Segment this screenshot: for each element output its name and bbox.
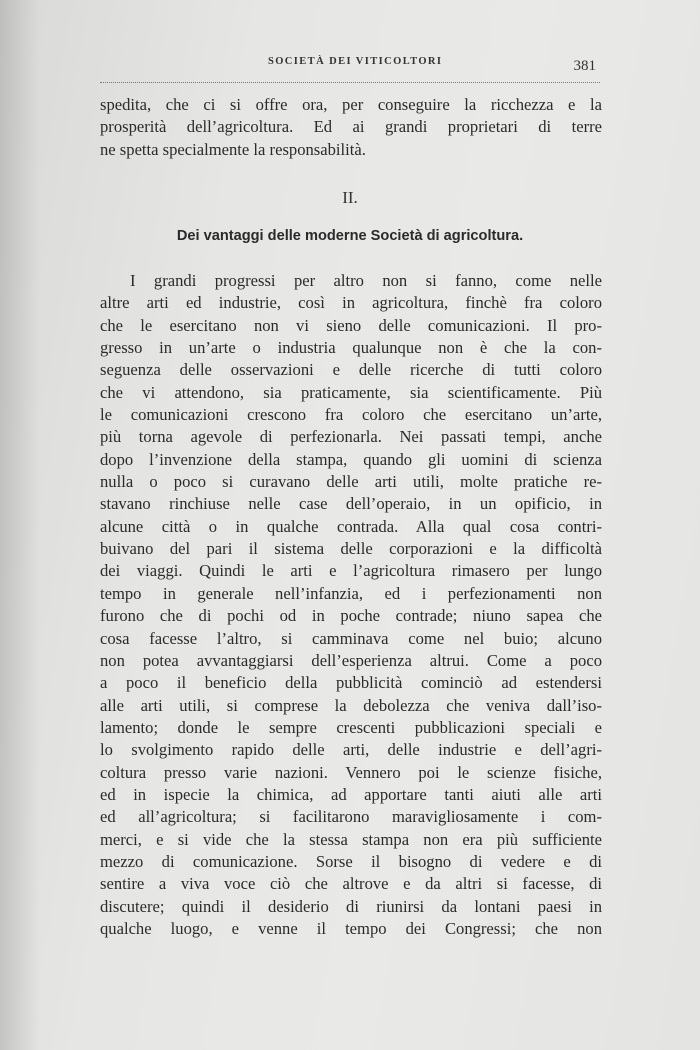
text-line: che vi attendono, sia praticamente, sia scientificamente. Più — [100, 382, 602, 402]
text-line: sentire a viva voce ciò che altrove e da altri si facesse, di — [100, 874, 602, 894]
text-line: qualche luogo, e venne il tempo dei Congressi; che non — [100, 918, 602, 938]
header-rule — [100, 82, 600, 83]
running-title: SOCIETÀ DEI VITICOLTORI — [268, 56, 443, 67]
text-line: alle arti utili, si comprese la debolezza che veniva dall’iso- — [100, 695, 602, 715]
running-head — [100, 52, 600, 76]
text-line: gresso in un’arte o industria qualunque non è che la con- — [100, 338, 602, 358]
text-line: I grandi progressi per altro non si fanno, come nelle — [130, 271, 602, 290]
section-title: Dei vantaggi delle moderne Società di agricoltura. — [176, 228, 524, 244]
text-line: lamento; donde le sempre crescenti pubblicazioni speciali e — [100, 717, 602, 737]
text-line: le comunicazioni crescono fra coloro che esercitano un’arte, — [100, 405, 602, 425]
section-number: II. — [342, 188, 358, 207]
text-line: ed in ispecie la chimica, ad apportare tanti aiuti alle arti — [100, 784, 602, 804]
text-line: spedita, che ci si offre ora, per conseguire la ricchezza e la — [100, 95, 602, 114]
text-line: non potea avvantaggiarsi dell’esperienza altrui. Come a poco — [100, 650, 602, 670]
text-line: coltura presso varie nazioni. Vennero poi le scienze fisiche, — [100, 762, 602, 782]
text-line: lo svolgimento rapido delle arti, delle industrie e dell’agri- — [100, 740, 602, 760]
text-line: mezzo di comunicazione. Sorse il bisogno di vedere e di — [100, 851, 602, 871]
text-line: più torna agevole di perfezionarla. Nei passati tempi, anche — [100, 427, 602, 447]
text-line: ed all’agricoltura; si facilitarono maravigliosamente i com- — [100, 807, 602, 827]
text-line: stavano rinchiuse nelle case dell’operaio, in un opificio, in — [100, 494, 602, 514]
text-line: seguenza delle osservazioni e delle ricerche di tutti coloro — [100, 360, 602, 380]
text-line: furono che di pochi od in poche contrade; niuno sapea che — [100, 606, 602, 626]
text-line: tempo in generale nell’infanzia, ed i perfezionamenti non — [100, 583, 602, 603]
text-line: a poco il beneficio della pubblicità cominciò ad estendersi — [100, 673, 602, 693]
text-line: cosa facesse l’altro, si camminava come nel buio; alcuno — [100, 628, 602, 648]
text-line: prosperità dell’agricoltura. Ed ai grandi proprietari di terre — [100, 117, 602, 137]
text-line: nulla o poco si curavano delle arti utili, molte pratiche re- — [100, 472, 602, 492]
text-line: buivano del pari il sistema delle corporazioni e la difficoltà — [100, 539, 602, 559]
text-line: ne spetta specialmente la responsabilità. — [100, 139, 366, 159]
text-line: che le esercitano non vi sieno delle comunicazioni. Il pro- — [100, 315, 602, 335]
text-line: merci, e si vide che la stessa stampa non era più sufficiente — [100, 829, 602, 849]
gutter-shadow — [0, 0, 40, 1050]
page-number: 381 — [573, 58, 596, 74]
text-line: alcune città o in qualche contrada. Alla qual cosa contri- — [100, 516, 602, 536]
text-line: dopo l’invenzione della stampa, quando gli uomini di scienza — [100, 449, 602, 469]
main-paragraph — [100, 270, 602, 940]
continuation-paragraph — [100, 94, 602, 161]
text-line: discutere; quindi il desiderio di riunirsi da lontani paesi in — [100, 896, 602, 916]
text-line: dei viaggi. Quindi le arti e l’agricoltura rimasero per lungo — [100, 561, 602, 581]
text-line: altre arti ed industrie, così in agricoltura, finchè fra coloro — [100, 293, 602, 313]
